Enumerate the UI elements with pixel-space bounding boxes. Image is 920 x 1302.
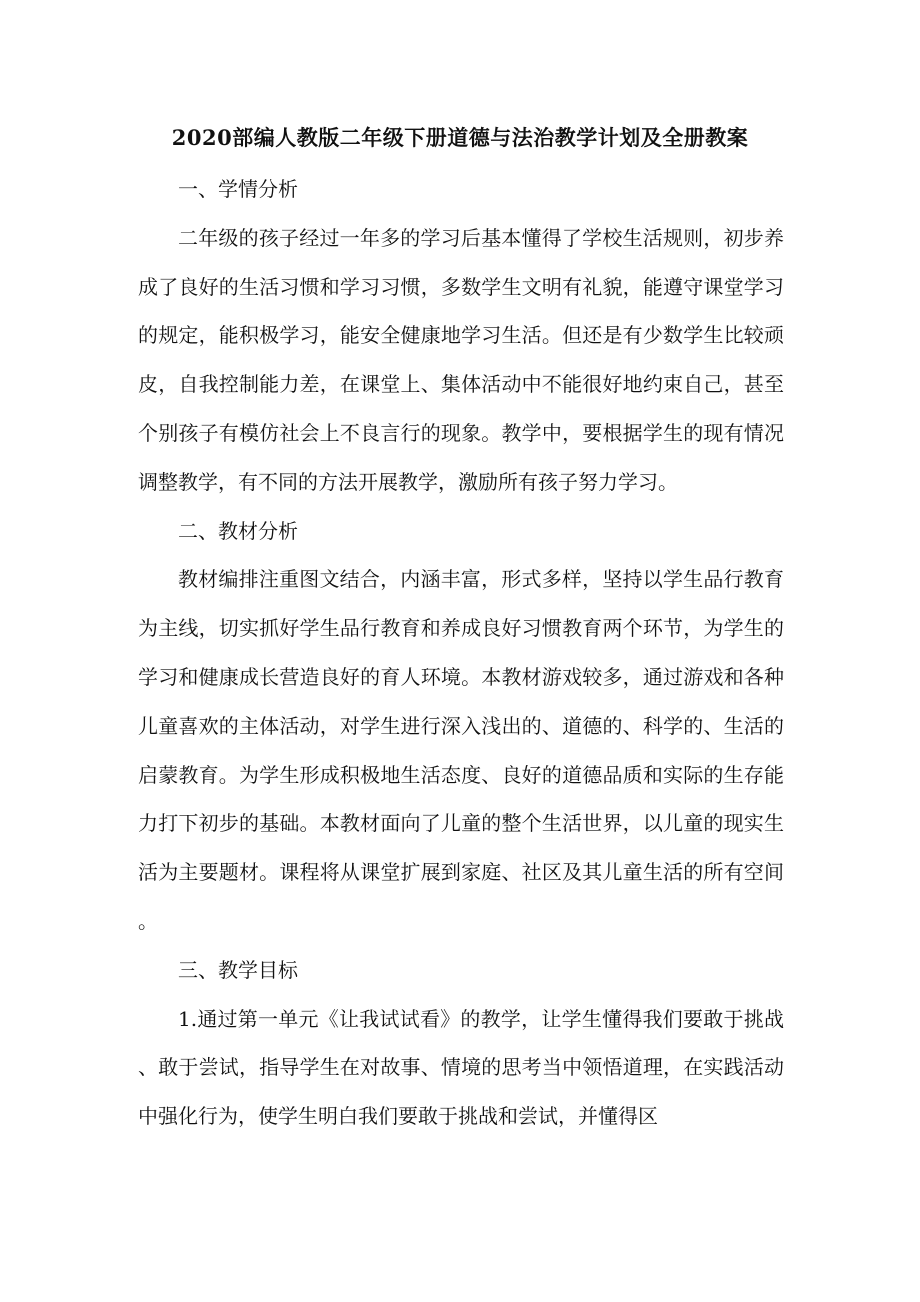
section-paragraph-goals: 1.通过第一单元《让我试试看》的教学，让学生懂得我们要敢于挑战、敢于尝试，指导学生在对故事、情境的思考当中领悟道理，在实践活动中强化行为，使学生明白我们要敢于挑战和尝试，并懂得区 xyxy=(138,1006,784,1129)
section-heading-goals: 三、教学目标 xyxy=(178,957,298,982)
document-body xyxy=(138,165,784,1141)
document-title: 2020部编人教版二年级下册道德与法治教学计划及全册教案 xyxy=(171,125,749,150)
section-paragraph-textbook: 教材编排注重图文结合，内涵丰富，形式多样，坚持以学生品行教育为主线，切实抓好学生品行教育和养成良好习惯教育两个环节，为学生的学习和健康成长营造良好的育人环境。本教材游戏较多，通过游戏和各种儿童喜欢的主体活动，对学生进行深入浅出的、道德的、科学的、生活的启蒙教育。为学生形成积极地生活态度、良好的道德品质和实际的生存能力打下初步的基础。本教材面向了儿童的整个生活世界，以儿童的现实生活为主要题材。课程将从课堂扩展到家庭、社区及其儿童生活的所有空间。 xyxy=(138,567,784,933)
section-heading-textbook: 二、教材分析 xyxy=(178,518,298,543)
section-heading-situation: 一、学情分析 xyxy=(178,177,298,201)
section-paragraph-situation: 二年级的孩子经过一年多的学习后基本懂得了学校生活规则，初步养成了良好的生活习惯和学习习惯，多数学生文明有礼貌，能遵守课堂学习的规定，能积极学习，能安全健康地学习生活。但还是有少数学生比较顽皮，自我控制能力差，在课堂上、集体活动中不能很好地约束自己，甚至个别孩子有模仿社会上不良言行的现象。教学中，要根据学生的现有情况调整教学，有不同的方法开展教学，激励所有孩子努力学习。 xyxy=(138,225,784,494)
